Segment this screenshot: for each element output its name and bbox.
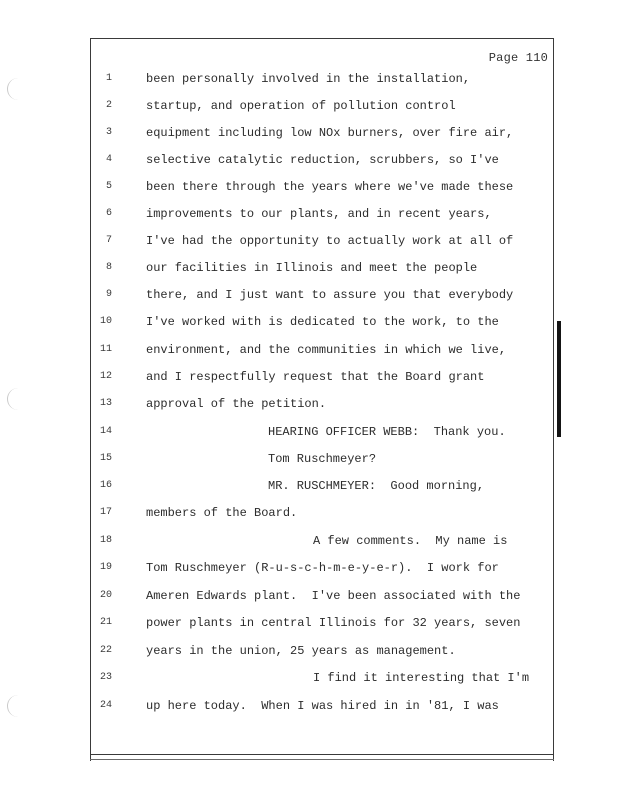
- line-number: 22: [99, 645, 112, 656]
- transcript-line: and I respectfully request that the Board grant: [146, 370, 485, 384]
- line-number: 15: [99, 453, 112, 464]
- transcript-line: startup, and operation of pollution control: [146, 99, 456, 113]
- line-number: 7: [105, 235, 112, 246]
- line-number: 1: [105, 73, 112, 84]
- line-number: 16: [99, 480, 112, 491]
- line-number: 17: [99, 507, 112, 518]
- line-number: 2: [105, 100, 112, 111]
- punch-hole-middle: [7, 388, 22, 410]
- transcript-line: up here today. When I was hired in in '81, I was: [146, 699, 499, 713]
- punch-hole-bottom: [7, 695, 22, 717]
- line-number: 20: [99, 590, 112, 601]
- transcript-line: power plants in central Illinois for 32 years, seven: [146, 616, 521, 630]
- line-number: 5: [105, 181, 112, 192]
- transcript-line: Tom Ruschmeyer?: [268, 452, 377, 466]
- line-number: 14: [99, 426, 112, 437]
- line-number: 11: [99, 344, 112, 355]
- line-number: 19: [99, 562, 112, 573]
- line-number: 21: [99, 617, 112, 628]
- transcript-line: members of the Board.: [146, 506, 298, 520]
- transcript-line: improvements to our plants, and in recent years,: [146, 207, 492, 221]
- line-number: 10: [99, 316, 112, 327]
- transcript-line: years in the union, 25 years as management.: [146, 644, 456, 658]
- transcript-line: been there through the years where we've made these: [146, 180, 514, 194]
- line-number: 6: [105, 208, 112, 219]
- line-number: 23: [99, 672, 112, 683]
- line-number: 18: [99, 535, 112, 546]
- transcript-line: MR. RUSCHMEYER: Good morning,: [268, 479, 485, 493]
- line-number: 8: [105, 262, 112, 273]
- transcript-line: I find it interesting that I'm: [313, 671, 530, 685]
- transcript-line: Tom Ruschmeyer (R-u-s-c-h-m-e-y-e-r). I work for: [146, 561, 499, 575]
- punch-hole-top: [7, 78, 22, 100]
- line-number: 3: [105, 127, 112, 138]
- page-bottom-rule: [90, 754, 554, 755]
- transcript-line: HEARING OFFICER WEBB: Thank you.: [268, 425, 506, 439]
- transcript-line: environment, and the communities in which we live,: [146, 343, 507, 357]
- transcript-line: I've worked with is dedicated to the work, to the: [146, 315, 499, 329]
- line-number: 12: [99, 371, 112, 382]
- transcript-line: A few comments. My name is: [313, 534, 508, 548]
- transcript-line: equipment including low NOx burners, over fire air,: [146, 126, 514, 140]
- margin-change-bar: [557, 321, 561, 437]
- transcript-line: approval of the petition.: [146, 397, 327, 411]
- line-number: 9: [105, 289, 112, 300]
- transcript-line: been personally involved in the installation,: [146, 72, 471, 86]
- line-number: 4: [105, 154, 112, 165]
- transcript-line: there, and I just want to assure you that everybody: [146, 288, 514, 302]
- transcript-line: I've had the opportunity to actually work at all of: [146, 234, 514, 248]
- transcript-line: selective catalytic reduction, scrubbers, so I've: [146, 153, 499, 167]
- transcript-line: Ameren Edwards plant. I've been associated with the: [146, 589, 521, 603]
- line-number: 24: [99, 700, 112, 711]
- transcript-line: our facilities in Illinois and meet the people: [146, 261, 478, 275]
- page-bottom-rule-secondary: [90, 759, 554, 760]
- page-number: Page 110: [488, 51, 548, 65]
- line-number: 13: [99, 398, 112, 409]
